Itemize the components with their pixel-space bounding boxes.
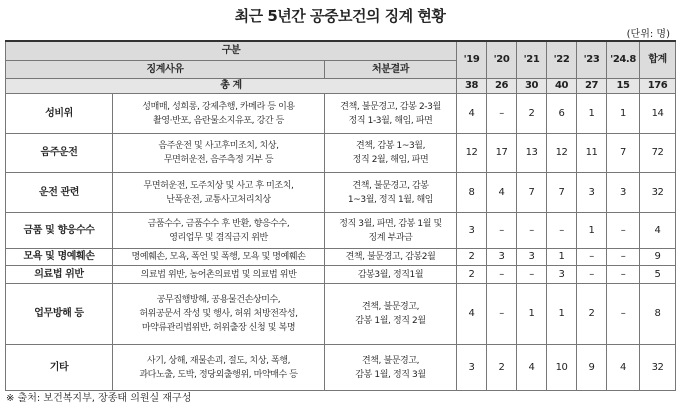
row-value: 10	[547, 345, 577, 391]
row-value: 1	[607, 94, 640, 134]
table-row	[6, 249, 676, 266]
reason-line: 공무집행방해, 공용물건손상미수,	[156, 295, 281, 305]
reason-line: 의료법 위반, 농어촌의료법 및 의료법 위반	[140, 269, 297, 280]
total-value: 15	[607, 79, 640, 94]
row-value: 5	[640, 266, 676, 284]
table-row	[6, 173, 676, 213]
table-row	[6, 213, 676, 249]
total-value: 38	[457, 79, 487, 94]
total-value: 176	[640, 79, 676, 94]
header-year: '19	[457, 41, 487, 79]
row-value: 1	[517, 284, 547, 345]
row-value: 14	[640, 94, 676, 134]
row-category: 의료법 위반	[6, 266, 113, 284]
row-value: 2	[517, 94, 547, 134]
row-value: 2	[457, 266, 487, 284]
header-reason: 징계사유	[6, 61, 325, 79]
row-value: –	[607, 284, 640, 345]
row-value: 13	[517, 134, 547, 173]
result-line: 견책, 불문경고, 감봉2월	[345, 252, 436, 262]
row-value: 3	[457, 213, 487, 249]
row-value: 72	[640, 134, 676, 173]
row-value: 7	[607, 134, 640, 173]
reason-line: 음주운전 및 사고후미조치, 치상,	[158, 141, 279, 151]
reason-line: 명예훼손, 모욕, 폭언 및 폭행, 모욕 및 명예훼손	[131, 252, 306, 262]
row-reason	[113, 266, 325, 284]
header-year: '24.8	[607, 41, 640, 79]
row-value: 4	[607, 345, 640, 391]
row-reason	[113, 134, 325, 173]
row-value: 7	[547, 173, 577, 213]
reason-line: 마약류관리법위반, 허위출장 신청 및 복명	[141, 323, 296, 333]
reason-line: 무면허운전, 음주측정 거부 등	[163, 155, 274, 165]
row-value: 11	[577, 134, 607, 173]
row-value: 1	[547, 284, 577, 345]
discipline-table	[5, 40, 676, 391]
row-value: –	[487, 284, 517, 345]
reason-line: 난폭운전, 교통사고처리치상	[166, 194, 271, 205]
row-category: 성비위	[6, 94, 113, 134]
row-category: 음주운전	[6, 134, 113, 173]
reason-line: 과다노출, 도박, 정당외출행위, 마약매수 등	[139, 369, 298, 380]
total-row	[6, 79, 676, 94]
result-line: 감봉3월, 정직1월	[357, 269, 424, 280]
result-line: 감봉 1월, 정직 3월	[355, 369, 426, 380]
total-label: 총 계	[6, 79, 457, 94]
row-value: –	[577, 249, 607, 266]
row-category: 기타	[6, 345, 113, 391]
header-year: '21	[517, 41, 547, 79]
row-category: 업무방해 등	[6, 284, 113, 345]
total-value: 26	[487, 79, 517, 94]
row-value: 7	[517, 173, 547, 213]
row-result	[325, 249, 457, 266]
reason-line: 금품수수, 금품수수 후 반환, 향응수수,	[147, 218, 290, 229]
source-note: ※ 출처: 보건복지부, 장종태 의원실 재구성	[6, 393, 192, 404]
row-value: 12	[457, 134, 487, 173]
row-value: 3	[487, 249, 517, 266]
row-value: 4	[640, 213, 676, 249]
row-reason	[113, 94, 325, 134]
reason-line: 영리업무 및 겸직금지 위반	[169, 232, 268, 243]
row-category: 운전 관련	[6, 173, 113, 213]
reason-line: 무면허운전, 도주치상 및 사고 후 미조치,	[143, 180, 294, 191]
table-row	[6, 134, 676, 173]
row-value: 6	[547, 94, 577, 134]
unit-label: (단위: 명)	[626, 29, 670, 40]
row-value: 3	[577, 173, 607, 213]
result-line: 정직 3월, 파면, 감봉 1월 및	[339, 218, 442, 229]
row-value: 3	[607, 173, 640, 213]
result-line: 견책, 불문경고, 감봉	[352, 180, 429, 191]
row-value: 1	[577, 213, 607, 249]
row-value: –	[517, 266, 547, 284]
row-value: 2	[457, 249, 487, 266]
row-value: –	[487, 213, 517, 249]
header-group: 구분	[6, 41, 457, 61]
header-result: 처분결과	[325, 61, 457, 79]
row-value: 9	[577, 345, 607, 391]
header-year: '23	[577, 41, 607, 79]
result-line: 견책, 불문경고, 감봉 2-3월	[340, 101, 441, 112]
row-reason	[113, 345, 325, 391]
result-line: 견책, 감봉 1~3월,	[355, 141, 426, 151]
total-value: 30	[517, 79, 547, 94]
header-sum: 합계	[640, 41, 676, 79]
row-value: 2	[487, 345, 517, 391]
row-value: 2	[577, 284, 607, 345]
page-title: 최근 5년간 공중보건의 징계 현황	[234, 7, 446, 25]
row-value: 4	[457, 284, 487, 345]
row-value: 4	[517, 345, 547, 391]
row-value: –	[517, 213, 547, 249]
table-row	[6, 284, 676, 345]
row-value: 32	[640, 345, 676, 391]
row-value: 4	[487, 173, 517, 213]
result-line: 정직 2월, 해임, 파면	[352, 155, 429, 165]
row-result	[325, 173, 457, 213]
total-value: 27	[577, 79, 607, 94]
result-line: 견책, 불문경고,	[361, 302, 420, 312]
row-result	[325, 284, 457, 345]
row-value: –	[547, 213, 577, 249]
row-value: 3	[547, 266, 577, 284]
row-reason	[113, 284, 325, 345]
row-result	[325, 134, 457, 173]
reason-line: 성매매, 성희롱, 강제추행, 카메라 등 이용	[142, 101, 295, 112]
row-value: –	[607, 213, 640, 249]
row-value: 9	[640, 249, 676, 266]
row-result	[325, 213, 457, 249]
row-category: 모욕 및 명예훼손	[6, 249, 113, 266]
row-result	[325, 94, 457, 134]
header-year: '20	[487, 41, 517, 79]
row-reason	[113, 213, 325, 249]
reason-line: 허위공문서 작성 및 행사, 허위 처방전작성,	[139, 309, 298, 319]
table-row	[6, 266, 676, 284]
row-result	[325, 345, 457, 391]
row-value: 12	[547, 134, 577, 173]
row-result	[325, 266, 457, 284]
row-value: 1	[577, 94, 607, 134]
row-value: 3	[457, 345, 487, 391]
reason-line: 촬영·반포, 음란물소지유포, 강간 등	[153, 115, 284, 126]
table-row	[6, 345, 676, 391]
reason-line: 사기, 상해, 재물손괴, 절도, 치상, 폭행,	[146, 355, 291, 366]
row-value: 3	[517, 249, 547, 266]
result-line: 징계 부과금	[368, 232, 413, 243]
result-line: 1~3월, 정직 1월, 해임	[347, 194, 434, 205]
row-category: 금품 및 향응수수	[6, 213, 113, 249]
row-value: 4	[457, 94, 487, 134]
row-value: –	[487, 94, 517, 134]
table-row	[6, 94, 676, 134]
row-value: 8	[640, 284, 676, 345]
row-value: 17	[487, 134, 517, 173]
result-line: 정직 1-3월, 해임, 파면	[348, 115, 433, 126]
header-year: '22	[547, 41, 577, 79]
row-value: 32	[640, 173, 676, 213]
row-reason	[113, 173, 325, 213]
row-value: 1	[547, 249, 577, 266]
row-value: –	[487, 266, 517, 284]
row-value: –	[577, 266, 607, 284]
total-value: 40	[547, 79, 577, 94]
result-line: 감봉 1월, 정직 2월	[355, 316, 426, 326]
row-reason	[113, 249, 325, 266]
row-value: –	[607, 249, 640, 266]
row-value: 8	[457, 173, 487, 213]
result-line: 견책, 불문경고,	[361, 355, 420, 366]
row-value: –	[607, 266, 640, 284]
